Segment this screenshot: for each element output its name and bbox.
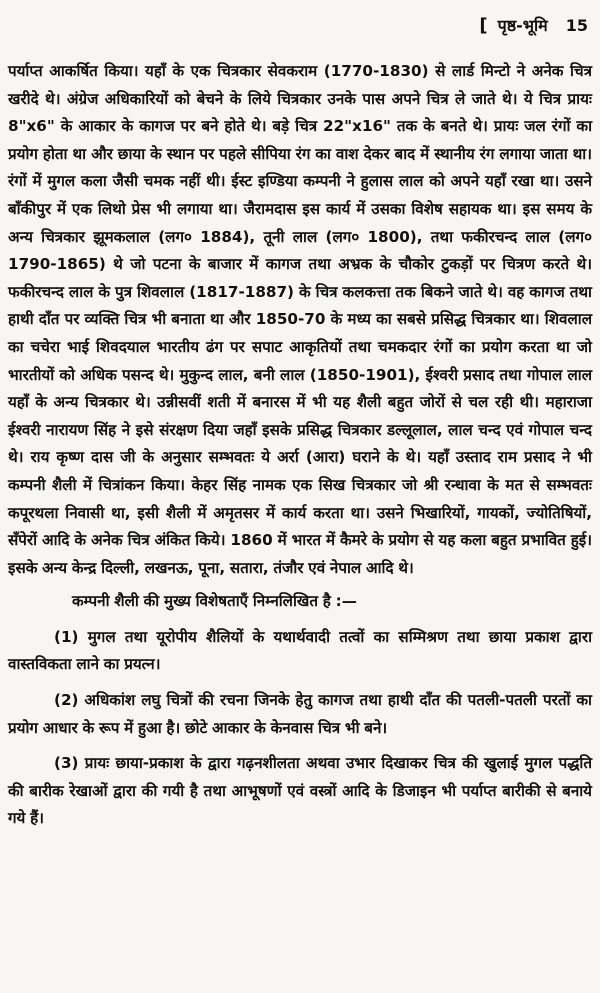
paragraph-2: कम्पनी शैली की मुख्य विशेषताएँ निम्नलिखित है :— bbox=[72, 592, 357, 611]
page-number: 15 bbox=[565, 16, 588, 35]
paragraph-1: पर्याप्त आकर्षित किया। यहाँ के एक चित्रकार सेवकराम (1770-1830) से लार्ड मिन्टो ने अनेक चित्र खरीदे थे। अंग्रेज अधिकारियों को बेचने के लिये चित्रकार उनके पास अपने चित्र ले जाते थे। ये चित्र प्रायः 8"x6" के आकार के कागज पर बने होते थे। बड़े चित्र 22"x16" तक के बनते थे। प्रायः जल रंगों का प्रयोग होता था और छाया के स्थान पर पहले सीपिया रंग का वाश देकर बाद में स्थानीय रंग लगाया जाता था। रंगों में मुगल कला जैसी चमक नहीं थी। ईस्ट इण्डिया कम्पनी ने हुलास लाल को अपने यहाँ रखा था। उसने बाँकीपुर में एक लिथो प्रेस भी लगाया था। जैरामदास इस कार्य में उसका विशेष सहायक था। इस समय के अन्य चित्रकार झूमकलाल (लग० 1884), तूनी लाल (लग० 1800), तथा फकीरचन्द लाल (लग० 1790-1865) थे जो पटना के बाजार में कागज तथा अभ्रक के चौकोर टुकड़ों पर चित्रण करते थे। फकीरचन्द लाल के पुत्र शिवलाल (1817-1887) के चित्र कलकत्ता तक बिकने जाते थे। वह कागज तथा हाथी दाँत पर व्यक्ति चित्र भी बनाता था और 1850-70 के मध्य का सबसे प्रसिद्ध चित्रकार था। शिवलाल का चचेरा भाई शिवदयाल भारतीय ढंग पर सपाट आकृतियों तथा चमकदार रंगों का प्रयोग करता था जो भारतीयों को अधिक पसन्द थे। मुकुन्द लाल, बनी लाल (1850-1901), ईश्वरी प्रसाद तथा गोपाल लाल यहाँ के अन्य चित्रकार थे। उन्नीसवीं शती में बनारस में भी यह शैली बहुत जोरों से चल रही थी। महाराजा ईश्वरी नारायण सिंह ने इसे संरक्षण दिया जहाँ इसके प्रसिद्ध चित्रकार डल्लूलाल, लाल चन्द एवं गोपाल चन्द थे। राय कृष्ण दास जी के अनुसार सम्भवतः ये अर्रा (आरा) घराने के थे। यहाँ उस्ताद राम प्रसाद ने भी कम्पनी शैली में चित्रांकन किया। केहर सिंह नामक एक सिख चित्रकार जो श्री रन्धावा के मत से सम्भवतः कपूरथला निवासी था, इसी शैली में अमृतसर में कार्य करता था। उसने भिखारियों, गायकों, ज्योतिषियों, सँपेरों आदि के अनेक चित्र अंकित किये। 1860 में भारत में कैमरे के प्रयोग से यह कला बहुत प्रभावित हुई। इसके अन्य केन्द्र दिल्ली, लखनऊ, पूना, सतारा, तंजौर एवं नेपाल आदि थे। bbox=[8, 62, 592, 577]
page-body bbox=[8, 58, 592, 833]
list-item-2: (2) अधिकांश लघु चित्रों की रचना जिनके हेतु कागज तथा हाथी दाँत की पतली-पतली परतों का प्रयोग आधार के रूप में हुआ है। छोटे आकार के केनवास चित्र भी बने। bbox=[8, 691, 592, 737]
header-bracket: [ bbox=[479, 15, 488, 36]
list-item-1: (1) मुगल तथा यूरोपीय शैलियों के यथार्थवादी तत्वों का सम्मिश्रण तथा छाया प्रकाश द्वारा वास्तविकता लाने का प्रयत्न। bbox=[8, 627, 592, 674]
list-item-3: (3) प्रायः छाया-प्रकाश के द्वारा गढ़नशीलता अथवा उभार दिखाकर चित्र की खुलाई मुगल पद्धति की बारीक रेखाओं द्वारा की गयी है तथा आभूषणों एवं वस्त्रों आदि के डिजाइन भी पर्याप्त बारीकी से बनाये गये हैं। bbox=[8, 754, 592, 828]
running-header bbox=[479, 14, 588, 36]
header-title: पृष्ठ-भूमि bbox=[497, 16, 548, 35]
